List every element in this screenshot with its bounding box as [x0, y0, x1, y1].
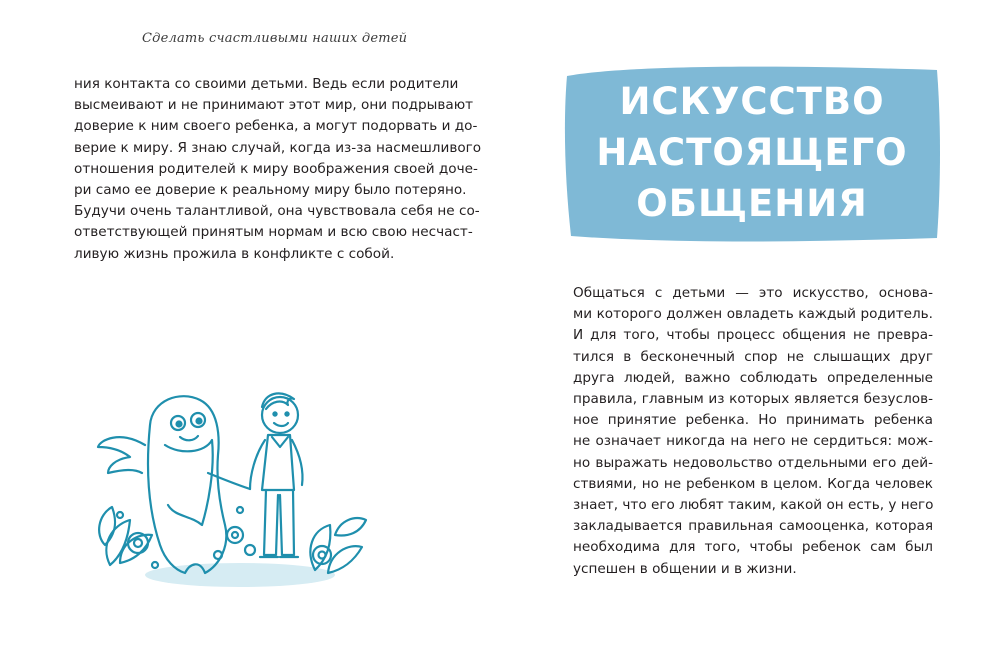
text-line: закладывается правильная самооценка, которая [573, 518, 933, 535]
text-line: тился в бесконечный спор не слышащих друг [573, 348, 933, 365]
text-line: высмеивают и не принимают этот мир, они подрывают [74, 97, 474, 114]
right-paragraph [573, 283, 933, 580]
text-line: доверие к ним своего ребенка, а могут подорвать и до- [74, 118, 478, 135]
text-line: Будучи очень талантливой, она чувствовала себя не со- [74, 203, 480, 220]
heading-banner [561, 62, 943, 244]
text-line: правила, главным из которых является безуслов- [573, 391, 933, 408]
text-line: не означает никогда на него не сердиться: мож- [573, 433, 933, 450]
text-line: успешен в общении и в жизни. [573, 560, 797, 577]
running-head: Сделать счастливыми наших детей [142, 31, 408, 46]
text-line: И для того, чтобы процесс общения не превра- [573, 327, 933, 344]
text-line: но выражать недовольство отдельными его дей- [573, 454, 933, 471]
text-line: ное принятие ребенка. Но принимать ребенка [573, 412, 933, 429]
text-line: Общаться с детьми — это искусство, основа- [573, 285, 933, 301]
section-heading [561, 76, 943, 229]
text-line: ния контакта со своими детьми. Ведь если родители [74, 76, 459, 92]
text-line: знает, что его любят таким, какой он есть, у него [573, 497, 934, 514]
text-line: необходима для того, чтобы ребенок сам был [573, 539, 933, 556]
text-line: друга людей, важно соблюдать определенные [573, 369, 933, 386]
text-line: ствиями, но не ребенком в целом. Когда человек [573, 475, 933, 492]
heading-line: НАСТОЯЩЕГО [596, 131, 908, 174]
heading-line: ИСКУССТВО [619, 80, 885, 123]
ghost-and-boy-illustration [90, 385, 370, 590]
text-line: верие к миру. Я знаю случай, когда из-за насмешливого [74, 139, 482, 156]
text-line: отношения родителей к миру воображения своей доче- [74, 160, 478, 177]
heading-line: ОБЩЕНИЯ [636, 182, 868, 225]
left-paragraph [74, 74, 482, 265]
text-line: ответствующей принятым нормам и всю свою несчаст- [74, 224, 473, 241]
text-line: ри само ее доверие к реальному миру было потеряно. [74, 182, 467, 199]
text-line: ливую жизнь прожила в конфликте с собой. [74, 245, 395, 262]
text-line: ми которого должен овладеть каждый родитель. [573, 306, 933, 323]
